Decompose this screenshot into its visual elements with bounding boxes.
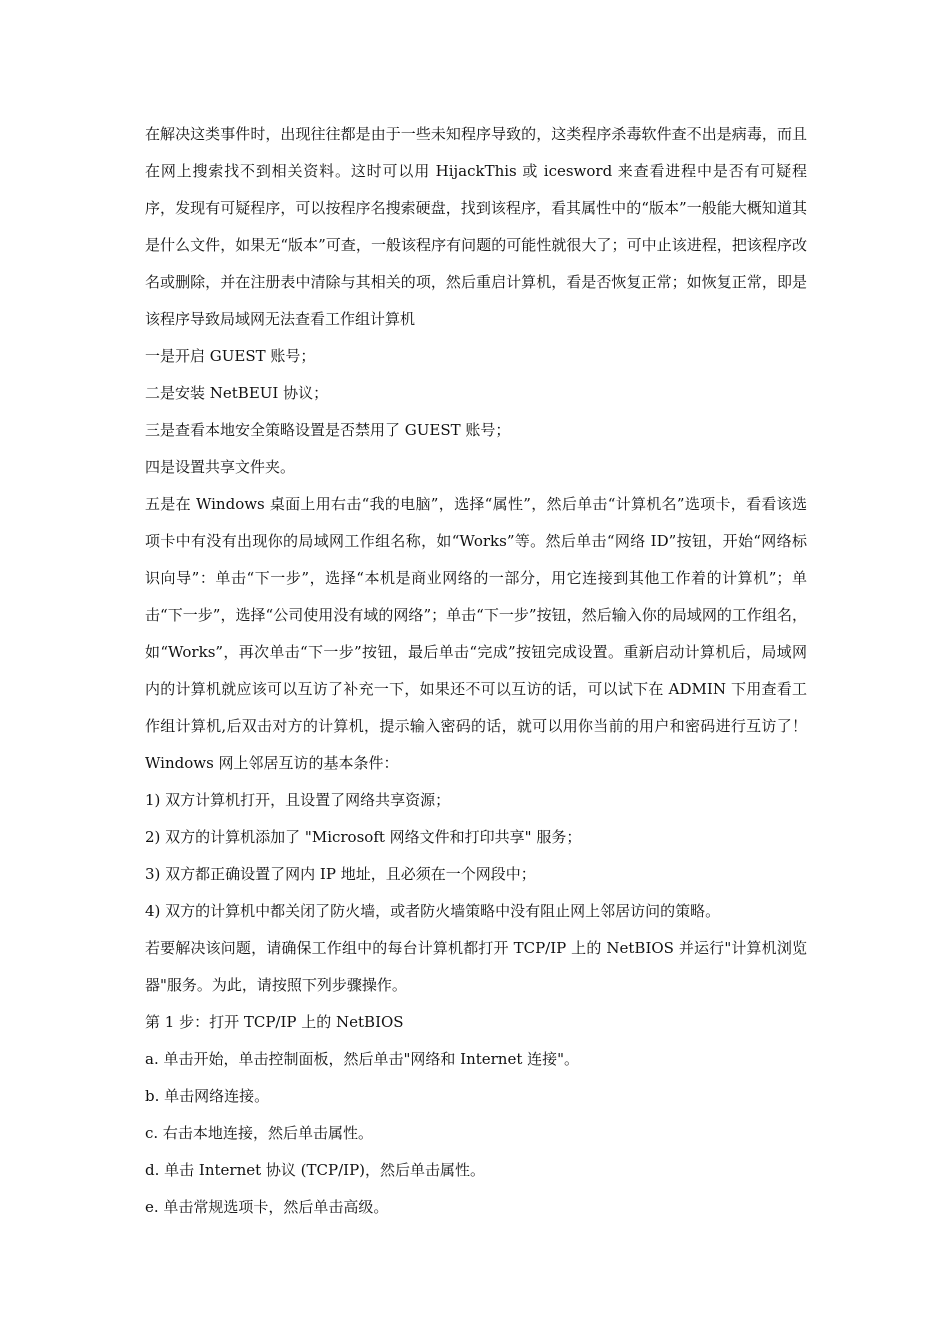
paragraph-intro: 在解决这类事件时，出现往往都是由于一些未知程序导致的，这类程序杀毒软件查不出是病毒，而且在网上搜索找不到相关资料。这时可以用 HijackThis 或 icesword 来查看进程中是否有可疑程序，发现有可疑程序，可以按程序名搜索硬盘，找到该程序，看其属性中的“版本”一般能大概知道其是什么文件，如果无“版本”可查，一般该程序有问题的可能性就很大了；可中止该进程，把该程序改名或删除，并在注册表中清除与其相关的项，然后重启计算机，看是否恢复正常；如恢复正常，即是该程序导致局域网无法查看工作组计算机: [145, 125, 807, 328]
paragraph-step-two: 二是安装 NetBEUI 协议；: [145, 384, 329, 402]
paragraph-step-four: 四是设置共享文件夹。: [145, 458, 296, 476]
paragraph-step-one: 一是开启 GUEST 账号；: [145, 347, 316, 365]
paragraph-step-three: 三是查看本地安全策略设置是否禁用了 GUEST 账号；: [145, 421, 511, 439]
list-item-condition-1: 1) 双方计算机打开，且设置了网络共享资源；: [145, 791, 451, 809]
paragraph-step-five: 五是在 Windows 桌面上用右击“我的电脑”，选择“属性”，然后单击“计算机名”选项卡，看看该选项卡中有没有出现你的局域网工作组名称，如“Works”等。然后单击“网络 ID”按钮，开始“网络标识向导”：单击“下一步”，选择“本机是商业网络的一部分，用它连接到其他工作着的计算机”；单击“下一步”，选择“公司使用没有域的网络”；单击“下一步”按钮，然后输入你的局域网的工作组名，如“Works”，再次单击“下一步”按钮，最后单击“完成”按钮完成设置。重新启动计算机后，局域网内的计算机就应该可以互访了补充一下，如果还不可以互访的话，可以试下在 ADMIN 下用查看工作组计算机,后双击对方的计算机，提示输入密码的话，就可以用你当前的用户和密码进行互访了！Windows 网上邻居互访的基本条件：: [145, 495, 807, 772]
step-heading: 第 1 步：打开 TCP/IP 上的 NetBIOS: [145, 1013, 404, 1031]
list-item-step-b: b. 单击网络连接。: [145, 1087, 270, 1105]
list-item-step-a: a. 单击开始，单击控制面板，然后单击"网络和 Internet 连接"。: [145, 1050, 580, 1068]
paragraph-solution: 若要解决该问题，请确保工作组中的每台计算机都打开 TCP/IP 上的 NetBIOS 并运行"计算机浏览器"服务。为此，请按照下列步骤操作。: [145, 939, 807, 994]
document-body: [145, 116, 807, 1226]
list-item-condition-4: 4) 双方的计算机中都关闭了防火墙，或者防火墙策略中没有阻止网上邻居访问的策略。: [145, 902, 721, 920]
list-item-step-c: c. 右击本地连接，然后单击属性。: [145, 1124, 373, 1142]
list-item-step-d: d. 单击 Internet 协议 (TCP/IP)，然后单击属性。: [145, 1161, 486, 1179]
list-item-step-e: e. 单击常规选项卡，然后单击高级。: [145, 1198, 389, 1216]
list-item-condition-3: 3) 双方都正确设置了网内 IP 地址，且必须在一个网段中；: [145, 865, 536, 883]
list-item-condition-2: 2) 双方的计算机添加了 "Microsoft 网络文件和打印共享" 服务；: [145, 828, 582, 846]
